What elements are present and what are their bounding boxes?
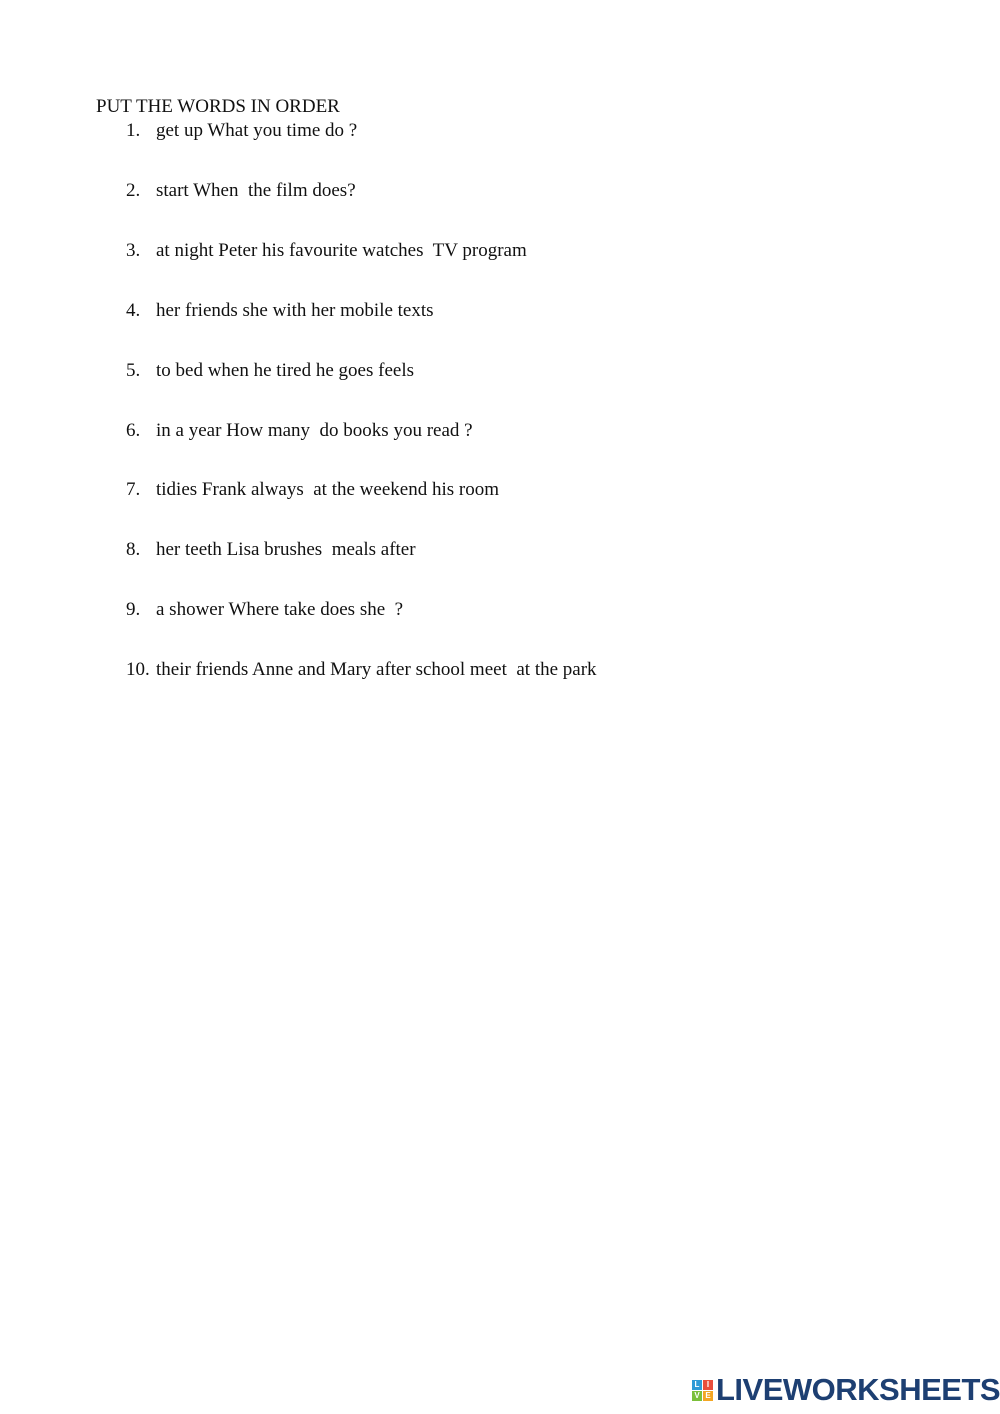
liveworksheets-logo-icon [692,1380,713,1401]
item-number: 2. [126,180,141,201]
item-text: a shower Where take does she ? [156,599,404,620]
item-text: get up What you time do ? [156,120,358,141]
liveworksheets-brand[interactable] [692,1374,1000,1406]
item-number: 9. [126,599,141,620]
item-number: 7. [126,479,141,500]
item-number: 3. [126,240,141,261]
logo-letter-l: L [692,1380,702,1390]
logo-letter-v: V [692,1391,702,1401]
item-text: tidies Frank always at the weekend his room [156,479,499,500]
brand-wordmark: LIVEWORKSHEETS [716,1372,1000,1407]
item-text: her teeth Lisa brushes meals after [156,539,416,560]
list-item [126,240,527,262]
list-item [126,420,473,442]
item-text: their friends Anne and Mary after school meet at the park [156,659,597,680]
list-item [126,659,597,681]
item-number: 5. [126,360,141,381]
item-number: 4. [126,300,141,321]
worksheet-title: PUT THE WORDS IN ORDER [96,96,340,117]
item-text: in a year How many do books you read ? [156,420,473,441]
item-text: her friends she with her mobile texts [156,300,434,321]
item-text: at night Peter his favourite watches TV program [156,240,527,261]
item-text: start When the film does? [156,180,356,201]
list-item [126,180,356,202]
list-item [126,479,499,501]
logo-letter-e: E [703,1391,713,1401]
list-item [126,120,357,142]
item-text: to bed when he tired he goes feels [156,360,414,381]
item-number: 1. [126,120,141,141]
item-number: 6. [126,420,141,441]
item-number: 8. [126,539,141,560]
item-number: 10. [126,659,150,680]
list-item [126,539,416,561]
list-item [126,300,434,322]
list-item [126,599,403,621]
logo-letter-i: I [703,1380,713,1390]
list-item [126,360,414,382]
